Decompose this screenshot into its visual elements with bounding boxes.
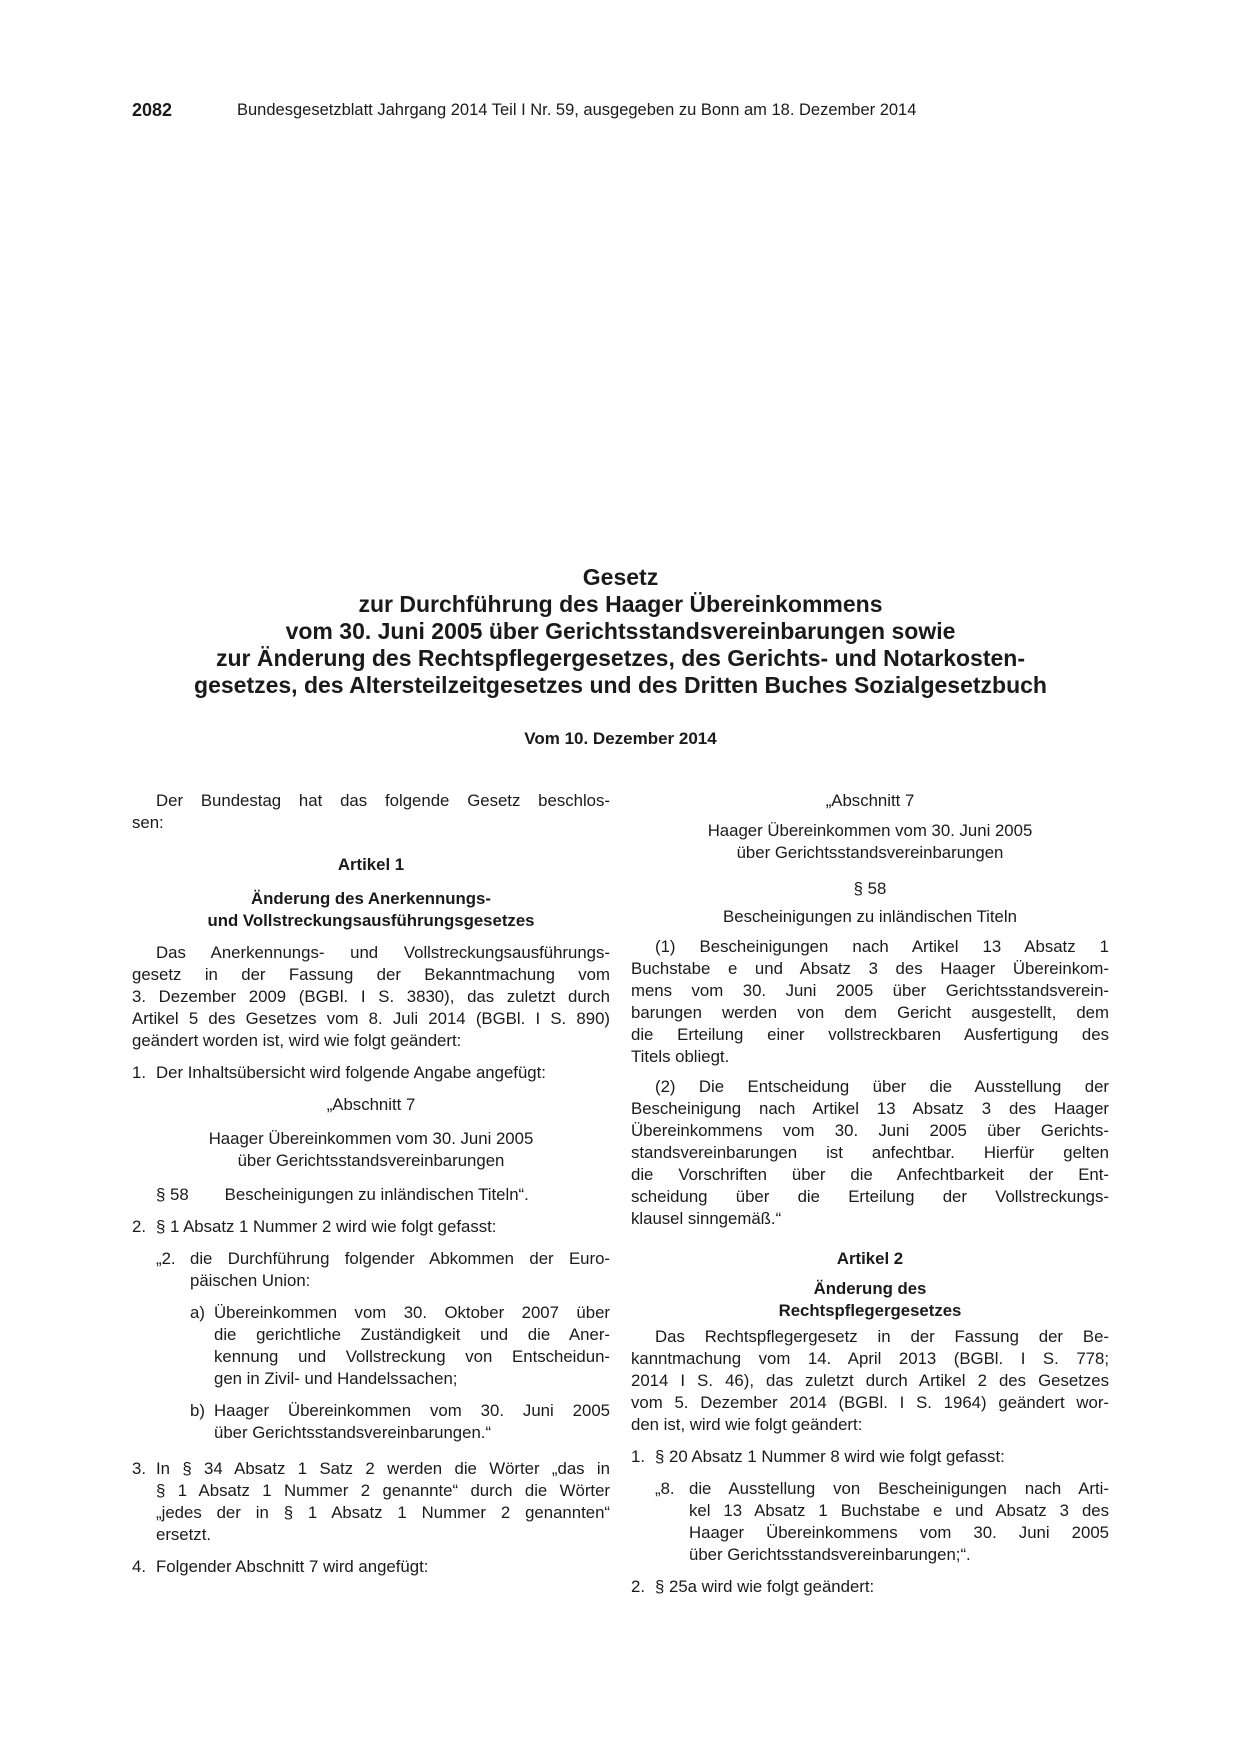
text-line: Übereinkommens vom 30. Juni 2005 über Gerichts- (631, 1121, 1109, 1140)
title-line: gesetzes, des Altersteilzeitgesetzes und des Dritten Buches Sozialgesetzbuch (194, 672, 1047, 698)
paragraph-title: Bescheinigungen zu inländischen Titeln (723, 907, 1017, 926)
text-line: 2014 I S. 46), das zuletzt durch Artikel 2 des Gesetzes (631, 1371, 1109, 1390)
text-line: (1) Bescheinigungen nach Artikel 13 Absatz 1 (655, 937, 1109, 956)
toc-entry (132, 1184, 610, 1206)
left-column (132, 790, 610, 1578)
text-line: vom 5. Dezember 2014 (BGBl. I S. 1964) geändert wor- (631, 1393, 1109, 1412)
text-line: Bescheinigung nach Artikel 13 Absatz 3 des Haager (631, 1099, 1109, 1118)
paragraph-number: § 58 (853, 879, 887, 898)
text-line: Artikel 5 des Gesetzes vom 8. Juli 2014 (BGBl. I S. 890) (132, 1009, 610, 1028)
text-line: Übereinkommen vom 30. Oktober 2007 über (214, 1303, 610, 1322)
text-line: scheidung über die Erteilung der Vollstreckungs- (631, 1187, 1109, 1206)
section-title-line: Haager Übereinkommen vom 30. Juni 2005 (208, 1129, 534, 1148)
item-number: „2. (156, 1249, 176, 1268)
heading-line: Rechtspflegergesetzes (778, 1301, 962, 1320)
text-line: Folgender Abschnitt 7 wird angefügt: (156, 1557, 429, 1576)
text-line: § 1 Absatz 1 Nummer 2 genannte“ durch die Wörter (156, 1481, 610, 1500)
article-heading (631, 1278, 1109, 1322)
item-letter: b) (190, 1401, 205, 1420)
text-line: § 25a wird wie folgt geändert: (655, 1577, 875, 1596)
text-line: 3. Dezember 2009 (BGBl. I S. 3830), das zuletzt durch (132, 987, 610, 1006)
text-line: über Gerichtsstandsvereinbarungen;“. (689, 1545, 971, 1564)
item-number: 1. (631, 1447, 645, 1466)
heading-line: und Vollstreckungsausführungsgesetzes (207, 911, 535, 930)
text-line: § 1 Absatz 1 Nummer 2 wird wie folgt gefasst: (156, 1217, 497, 1236)
toc-entry-title: Bescheinigungen zu inländischen Titeln“. (224, 1185, 529, 1204)
text-line: Der Inhaltsübersicht wird folgende Angabe angefügt: (156, 1063, 546, 1082)
section-title-line: Haager Übereinkommen vom 30. Juni 2005 (707, 821, 1033, 840)
item-number: 2. (132, 1217, 146, 1236)
heading-line: Änderung des Anerkennungs- (251, 889, 491, 908)
text-line: mens vom 30. Juni 2005 über Gerichtsstandsverein- (631, 981, 1109, 1000)
item-letter: a) (190, 1303, 205, 1322)
text-line: die gerichtliche Zuständigkeit und die Aner- (214, 1325, 610, 1344)
section-title-line: über Gerichtsstandsvereinbarungen (736, 843, 1004, 862)
text-line: päischen Union: (190, 1271, 311, 1290)
list-item (132, 1458, 610, 1546)
title-line: zur Durchführung des Haager Übereinkommens (358, 591, 883, 617)
text-line: die Erteilung einer vollstreckbaren Ausfertigung des (631, 1025, 1109, 1044)
text-line: (2) Die Entscheidung über die Ausstellung der (655, 1077, 1109, 1096)
text-line: die Vorschriften über die Anfechtbarkeit der Ent- (631, 1165, 1109, 1184)
text-line: „jedes der in § 1 Absatz 1 Nummer 2 genannten“ (156, 1503, 610, 1522)
item-number: 1. (132, 1063, 146, 1082)
text-line: gen in Zivil- und Handelssachen; (214, 1369, 458, 1388)
text-line: Das Anerkennungs- und Vollstreckungsausführungs- (156, 943, 610, 962)
text-line: sen: (132, 813, 164, 832)
text-line: geändert worden ist, wird wie folgt geändert: (132, 1031, 462, 1050)
running-head: Bundesgesetzblatt Jahrgang 2014 Teil I Nr. 59, ausgegeben zu Bonn am 18. Dezember 2014 (237, 101, 917, 119)
text-line: Haager Übereinkommen vom 30. Juni 2005 (214, 1401, 610, 1420)
title-line: vom 30. Juni 2005 über Gerichtsstandsvereinbarungen sowie (285, 618, 956, 644)
sub-item (132, 1400, 610, 1444)
item-number: 2. (631, 1577, 645, 1596)
heading-line: Änderung des (813, 1279, 927, 1298)
text-line: kanntmachung vom 14. April 2013 (BGBl. I S. 778; (631, 1349, 1109, 1368)
article-body (132, 942, 610, 1052)
paragraph-absatz-1 (631, 936, 1109, 1068)
list-item (132, 1216, 610, 1238)
list-item (631, 1446, 1109, 1468)
article-heading (132, 888, 610, 932)
paragraph-absatz-2 (631, 1076, 1109, 1230)
law-title (0, 564, 1241, 699)
article-body (631, 1326, 1109, 1436)
text-line: über Gerichtsstandsvereinbarungen.“ (214, 1423, 492, 1442)
text-line: Der Bundestag hat das folgende Gesetz beschlos- (156, 791, 610, 810)
title-line: zur Änderung des Rechtspflegergesetzes, des Gerichts- und Notarkosten- (216, 645, 1025, 671)
page-number: 2082 (132, 100, 173, 120)
intro-paragraph (132, 790, 610, 834)
sub-item (132, 1302, 610, 1390)
section-label: „Abschnitt 7 (326, 1095, 416, 1114)
section-label: „Abschnitt 7 (825, 791, 915, 810)
text-line: kennung und Vollstreckung von Entscheidun- (214, 1347, 610, 1366)
text-line: kel 13 Absatz 1 Buchstabe e und Absatz 3 des (689, 1501, 1109, 1520)
text-line: barungen werden von dem Gericht ausgestellt, dem (631, 1003, 1109, 1022)
text-line: Haager Übereinkommens vom 30. Juni 2005 (689, 1523, 1109, 1542)
text-line: ersetzt. (156, 1525, 212, 1544)
title-line: Gesetz (582, 564, 659, 590)
section-title-line: über Gerichtsstandsvereinbarungen (237, 1151, 505, 1170)
law-date: Vom 10. Dezember 2014 (524, 729, 717, 748)
text-line: Buchstabe e und Absatz 3 des Haager Übereinkom- (631, 959, 1109, 978)
text-line: Das Rechtspflegergesetz in der Fassung der Be- (655, 1327, 1109, 1346)
item-number: „8. (655, 1479, 675, 1498)
list-item (631, 1576, 1109, 1598)
text-line: die Ausstellung von Bescheinigungen nach Arti- (689, 1479, 1109, 1498)
item-number: 4. (132, 1557, 146, 1576)
text-line: gesetz in der Fassung der Bekanntmachung vom (132, 965, 610, 984)
text-line: standsvereinbarungen ist anfechtbar. Hierfür gelten (631, 1143, 1109, 1162)
quoted-item (631, 1478, 1109, 1566)
text-line: den ist, wird wie folgt geändert: (631, 1415, 863, 1434)
list-item (132, 1556, 610, 1578)
text-line: In § 34 Absatz 1 Satz 2 werden die Wörter „das in (156, 1459, 610, 1478)
text-line: § 20 Absatz 1 Nummer 8 wird wie folgt gefasst: (655, 1447, 1005, 1466)
right-column (631, 790, 1109, 1598)
list-item (132, 1062, 610, 1084)
paragraph-sign: § 58 (156, 1185, 189, 1204)
article-label: Artikel 1 (337, 855, 405, 874)
quoted-item (132, 1248, 610, 1292)
text-line: die Durchführung folgender Abkommen der Euro- (190, 1249, 610, 1268)
text-line: klausel sinngemäß.“ (631, 1209, 782, 1228)
text-line: Titels obliegt. (631, 1047, 730, 1066)
item-number: 3. (132, 1459, 146, 1478)
article-label: Artikel 2 (836, 1249, 904, 1268)
